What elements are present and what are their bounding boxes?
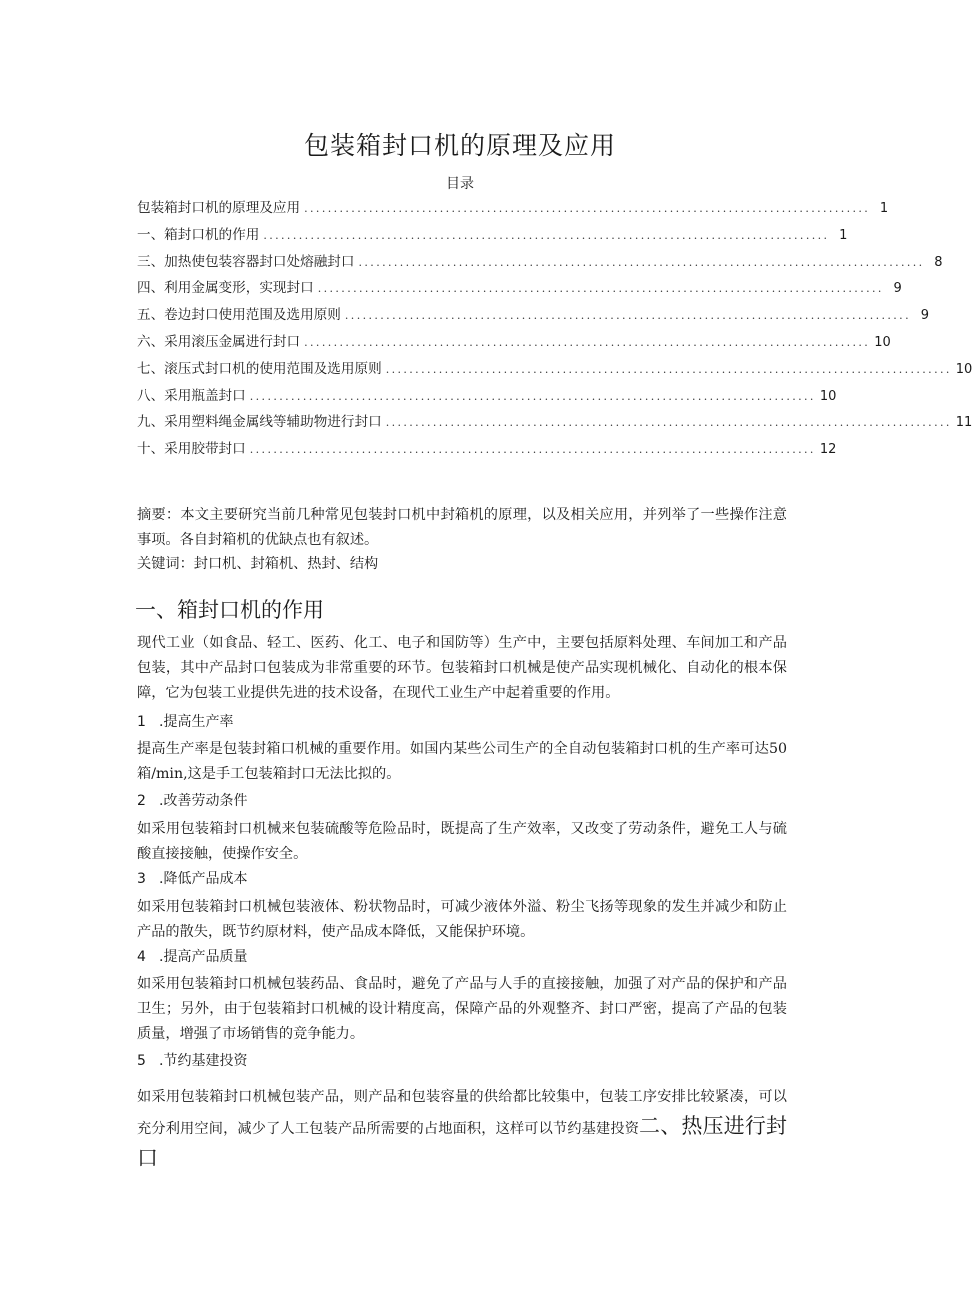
subsection-paragraph: 提高生产率是包装封箱口机械的重要作用。如国内某些公司生产的全自动包装箱封口机的生产率可达50箱/min,这是手工包装箱封口无法比拟的。 — [137, 741, 787, 782]
subsection-heading — [137, 868, 247, 888]
toc-entry-page: 12 — [819, 442, 837, 458]
toc-entry-label: 七、滚压式封口机的使用范围及选用原则 — [137, 360, 382, 377]
section-heading: 一、箱封口机的作用 — [135, 598, 324, 622]
section-intro-paragraph: 现代工业（如食品、轻工、医药、化工、电子和国防等）生产中，主要包括原料处理、车间加工和产品包装，其中产品封口包装成为非常重要的环节。包装箱封口机械是使产品实现机械化、自动化的根本保障，它为包装工业提供先进的技术设备，在现代工业生产中起着重要的作用。 — [137, 635, 787, 701]
toc-entry-page: 8 — [934, 254, 943, 270]
subsection-paragraph: 如采用包装箱封口机械包装药品、食品时，避免了产品与人手的直接接触，加强了对产品的保护和产品卫生；另外，由于包装箱封口机械的设计精度高，保障产品的外观整齐、封口严密，提高了产品的包装质量，增强了市场销售的竞争能力。 — [137, 976, 787, 1042]
toc-entry-label: 一、箱封口机的作用 — [137, 226, 260, 243]
toc-leader-dots: ................................................................................................ — [304, 202, 871, 215]
toc-entry-label: 包装箱封口机的原理及应用 — [137, 200, 301, 216]
toc-entry-label: 五、卷边封口使用范围及选用原则 — [137, 307, 341, 324]
document-title: 包装箱封口机的原理及应用 — [303, 131, 616, 160]
toc-leader-dots: ................................................................................................ — [317, 282, 884, 296]
toc-entry-page: 1 — [879, 201, 889, 216]
subsection-number: 2 — [137, 793, 146, 809]
toc-leader-dots: ................................................................................................ — [385, 362, 952, 376]
toc-entry-label: 八、采用瓶盖封口 — [137, 387, 246, 404]
subsection-title: .节约基建投资 — [159, 1053, 248, 1069]
toc-entry[interactable] — [137, 384, 837, 411]
toc-entry-page: 11 — [955, 415, 972, 431]
toc-entry[interactable] — [137, 303, 929, 330]
toc-entry-page: 9 — [893, 281, 902, 297]
subsection-paragraph: 如采用包装箱封口机械来包装硫酸等危险品时，既提高了生产效率，又改变了劳动条件，避免工人与硫酸直接接触，使操作安全。 — [137, 821, 787, 862]
toc-entry-label: 六、采用滚压金属进行封口 — [137, 333, 301, 350]
subsection-title: .改善劳动条件 — [159, 793, 248, 809]
subsection-heading — [137, 1050, 247, 1070]
toc-entry-page: 10 — [874, 334, 891, 350]
toc-entry[interactable] — [137, 437, 837, 464]
toc-leader-dots: ................................................................................................ — [358, 255, 925, 269]
toc-entry-label: 三、加热使包装容器封口处熔融封口 — [137, 253, 355, 270]
subsection-paragraph: 如采用包装箱封口机械包装液体、粉状物品时，可减少液体外溢、粉尘飞扬等现象的发生并减少和防止产品的散失，既节约原材料，使产品成本降低，又能保护环境。 — [137, 899, 787, 940]
toc-entry[interactable] — [137, 410, 972, 437]
toc-leader-dots: ................................................................................................ — [304, 335, 871, 349]
subsection-title: .提高产品质量 — [159, 949, 248, 965]
table-of-contents — [137, 196, 972, 464]
subsection-number: 1 — [137, 714, 146, 730]
subsection-title: .提高生产率 — [159, 714, 234, 730]
toc-entry-label: 四、利用金属变形，实现封口 — [137, 280, 314, 297]
subsection-number: 3 — [137, 871, 146, 887]
subsection-heading — [137, 790, 247, 810]
toc-entry[interactable] — [137, 196, 889, 223]
subsection-number: 4 — [137, 949, 146, 965]
toc-leader-dots: ................................................................................................ — [249, 443, 816, 457]
toc-entry[interactable] — [137, 250, 943, 277]
toc-leader-dots: ................................................................................................ — [344, 309, 911, 323]
subsection-number: 5 — [137, 1053, 146, 1069]
toc-entry-page: 10 — [955, 361, 972, 377]
toc-entry[interactable] — [137, 276, 902, 303]
subsection-heading — [137, 711, 233, 731]
toc-entry[interactable] — [137, 330, 891, 357]
subsection-paragraph-text: 如采用包装箱封口机械包装产品，则产品和包装容量的供给都比较集中，包装工序安排比较紧凑，可以充分利用空间，减少了人工包装产品所需要的占地面积，这样可以节约基建投资 — [137, 1089, 787, 1137]
subsection-paragraph — [137, 1083, 787, 1176]
abstract-paragraph: 摘要：本文主要研究当前几种常见包装封口机中封箱机的原理，以及相关应用，并列举了一些操作注意事项。各自封箱机的优缺点也有叙述。 — [137, 507, 787, 548]
toc-entry-page: 10 — [819, 388, 837, 404]
toc-entry-label: 十、采用胶带封口 — [137, 441, 246, 458]
keywords-line: 关键词：封口机、封箱机、热封、结构 — [137, 556, 379, 572]
subsection-heading — [137, 946, 247, 966]
toc-leader-dots: ................................................................................................ — [385, 416, 952, 430]
toc-entry-label: 九、采用塑料绳金属线等辅助物进行封口 — [137, 414, 382, 431]
section-heading: 二、热压进行封口 — [137, 1114, 787, 1170]
toc-leader-dots: ................................................................................................ — [263, 228, 830, 242]
toc-entry[interactable] — [137, 357, 972, 384]
toc-entry[interactable] — [137, 223, 848, 250]
toc-entry-page: 1 — [839, 227, 848, 243]
toc-leader-dots: ................................................................................................ — [249, 389, 816, 403]
toc-heading: 目录 — [446, 176, 474, 192]
toc-entry-page: 9 — [920, 308, 929, 324]
subsection-title: .降低产品成本 — [159, 871, 248, 887]
